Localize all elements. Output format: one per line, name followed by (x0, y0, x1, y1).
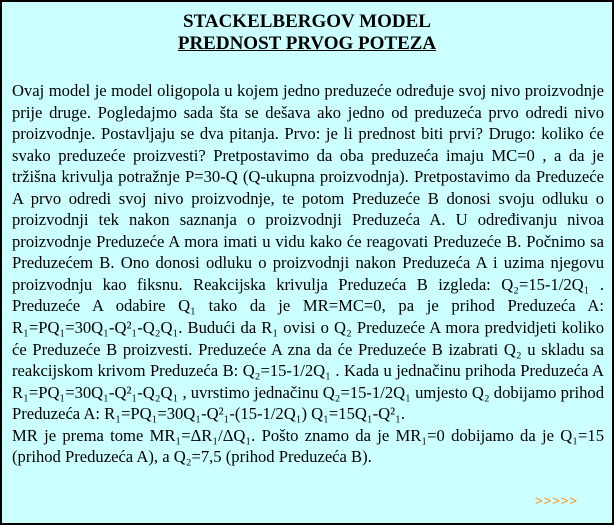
title-line-1: STACKELBERGOV MODEL (183, 11, 431, 32)
page-title (2, 11, 612, 55)
paragraph-1-continued: . Preduzeće A odabire Q₁ tako da je MR=MC=0, pa je prihod Preduzeća A: R₁=PQ₁=30Q₁-Q²₁-Q₂Q₁. Budući da R₁ ovisi o Q₂ Preduzeće A mora predvidjeti koliko će Preduzeće B proizvesti. Preduzeće A zna da će Preduzeće B izabrati Q₂ u skladu sa reakcijskom krivom Preduzeća B: Q₂=15-1/2Q₁ . Kada u jednačinu prihoda Preduzeća A R₁=PQ₁=30Q₁-Q²₁-Q₂Q₁ , uvrstimo jednačinu Q₂=15-1/2Q₁ umjesto Q₂ dobijamo prihod Preduzeća A: R₁=PQ₁=30Q₁-Q²₁-(15-1/2Q₁) Q₁=15Q₁-Q²₁. (12, 274, 604, 424)
body-text (12, 80, 604, 468)
title-line-2: PREDNOST PRVOG POTEZA (177, 33, 437, 54)
paragraph-1 (12, 80, 604, 425)
reaction-equation: Q₂=15-1/2Q₁ (501, 274, 590, 294)
next-page-link[interactable]: >>>>> (535, 493, 578, 508)
paragraph-1-text: Ovaj model je model oligopola u kojem jedno preduzeće određuje svoj nivo proizvodnje prije druge. Pogledajmo sada šta se dešava ako jedno od preduzeća prvo odredi nivo proizvodnje. Postavljaju se dva pitanja. Prvo: je li prednost biti prvi? Drugo: koliko će svako preduzeće proizvesti? Pretpostavimo da oba preduzeća imaju MC=0 , a da je tržišna krivulja potražnje P=30-Q (Q-ukupna proizvodnja). Pretpostavimo da Preduzeće A prvo odredi svoj nivo proizvodnje, te potom Preduzeće B donosi svoju odluku o proizvodnji tek nakon saznanja o proizvodnji Preduzeća A. U određivanju nivoa proizvodnje Preduzeće A mora imati u vidu kako će reagovati Preduzeće B. Počnimo sa Preduzećem B. Ono donosi odluku o proizvodnji nakon Preduzeća A i uzima njegovu proizvodnju kao fiksnu. Reakcijska krivulja Preduzeća B izgleda: (12, 81, 604, 294)
paragraph-2: MR je prema tome MR₁=ΔR₁/ΔQ₁. Pošto znamo da je MR₁=0 dobijamo da je Q₁=15 (prihod Preduzeća A), a Q₂=7,5 (prihod Preduzeća B). (12, 425, 604, 467)
